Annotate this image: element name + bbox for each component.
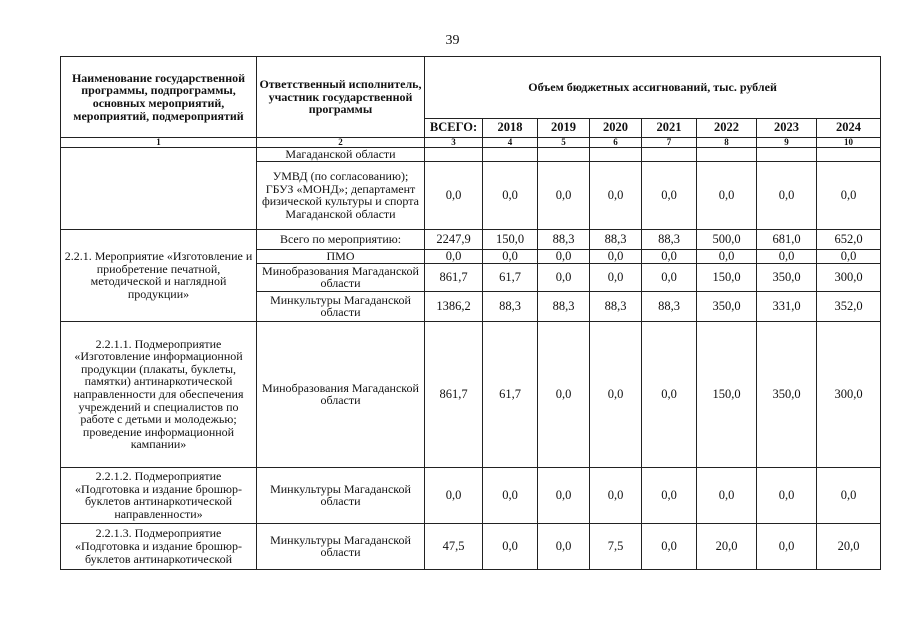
header-year: 2020 (590, 119, 642, 138)
value-cell: 0,0 (757, 523, 817, 569)
column-number: 4 (483, 138, 538, 148)
value-cell: 500,0 (697, 229, 757, 249)
value-cell: 2247,9 (425, 229, 483, 249)
value-cell: 352,0 (817, 291, 881, 321)
value-cell: 150,0 (697, 321, 757, 467)
responsible-cell: Минобразования Магаданской области (257, 263, 425, 291)
responsible-cell: ПМО (257, 249, 425, 263)
responsible-cell: Минкультуры Магаданской области (257, 523, 425, 569)
value-cell: 0,0 (642, 249, 697, 263)
header-year: 2018 (483, 119, 538, 138)
column-number: 7 (642, 138, 697, 148)
responsible-cell: Всего по мероприятию: (257, 229, 425, 249)
subevent-name-cell: 2.2.1.2. Подмероприятие «Подготовка и издание брошюр-буклетов антинаркотической направленности» (61, 467, 257, 523)
value-cell: 0,0 (817, 161, 881, 229)
value-cell: 0,0 (538, 321, 590, 467)
responsible-cell: Магаданской области (257, 148, 425, 162)
value-cell: 0,0 (757, 161, 817, 229)
value-cell: 300,0 (817, 263, 881, 291)
value-cell: 150,0 (697, 263, 757, 291)
header-year: 2019 (538, 119, 590, 138)
value-cell: 0,0 (817, 249, 881, 263)
value-cell: 300,0 (817, 321, 881, 467)
responsible-cell: Минобразования Магаданской области (257, 321, 425, 467)
value-cell: 150,0 (483, 229, 538, 249)
header-program-name: Наименование государственной программы, подпрограммы, основных мероприятий, мероприятий, подмероприятий (61, 57, 257, 138)
column-number: 3 (425, 138, 483, 148)
responsible-cell: УМВД (по согласованию); ГБУЗ «МОНД»; департамент физической культуры и спорта Магаданской области (257, 161, 425, 229)
value-cell: 0,0 (538, 161, 590, 229)
value-cell: 0,0 (425, 161, 483, 229)
value-cell: 0,0 (425, 249, 483, 263)
column-number: 8 (697, 138, 757, 148)
value-cell: 0,0 (590, 263, 642, 291)
value-cell: 0,0 (538, 249, 590, 263)
value-cell: 0,0 (757, 249, 817, 263)
value-cell: 47,5 (425, 523, 483, 569)
value-cell: 0,0 (590, 321, 642, 467)
event-name-cell: 2.2.1. Мероприятие «Изготовление и приобретение печатной, методической и наглядной продукции» (61, 229, 257, 321)
value-cell: 861,7 (425, 321, 483, 467)
value-cell: 0,0 (483, 161, 538, 229)
value-cell: 0,0 (697, 467, 757, 523)
value-cell: 88,3 (642, 291, 697, 321)
value-cell: 88,3 (590, 291, 642, 321)
header-year: 2021 (642, 119, 697, 138)
column-number: 1 (61, 138, 257, 148)
value-cell: 0,0 (697, 249, 757, 263)
value-cell: 350,0 (757, 321, 817, 467)
value-cell: 350,0 (757, 263, 817, 291)
value-cell: 0,0 (538, 467, 590, 523)
value-cell: 61,7 (483, 321, 538, 467)
value-cell: 0,0 (642, 321, 697, 467)
header-year: 2024 (817, 119, 881, 138)
value-cell: 0,0 (538, 523, 590, 569)
page-number: 39 (445, 33, 460, 48)
value-cell: 88,3 (483, 291, 538, 321)
value-cell: 88,3 (590, 229, 642, 249)
responsible-cell: Минкультуры Магаданской области (257, 467, 425, 523)
column-number: 10 (817, 138, 881, 148)
value-cell: 88,3 (642, 229, 697, 249)
value-cell: 0,0 (590, 161, 642, 229)
header-year: 2023 (757, 119, 817, 138)
value-cell: 20,0 (697, 523, 757, 569)
value-cell: 0,0 (538, 263, 590, 291)
value-cell: 0,0 (642, 161, 697, 229)
value-cell: 0,0 (817, 467, 881, 523)
value-cell: 0,0 (590, 467, 642, 523)
header-budget: Объем бюджетных ассигнований, тыс. рублей (425, 57, 881, 119)
responsible-cell: Минкультуры Магаданской области (257, 291, 425, 321)
value-cell: 1386,2 (425, 291, 483, 321)
value-cell: 0,0 (642, 263, 697, 291)
header-year-total: ВСЕГО: (425, 119, 483, 138)
value-cell: 652,0 (817, 229, 881, 249)
value-cell: 350,0 (697, 291, 757, 321)
value-cell: 0,0 (483, 467, 538, 523)
value-cell: 0,0 (425, 467, 483, 523)
value-cell: 0,0 (483, 249, 538, 263)
value-cell: 331,0 (757, 291, 817, 321)
value-cell: 0,0 (642, 467, 697, 523)
column-number: 5 (538, 138, 590, 148)
value-cell: 0,0 (697, 161, 757, 229)
budget-table (60, 56, 881, 570)
value-cell: 61,7 (483, 263, 538, 291)
column-number: 9 (757, 138, 817, 148)
value-cell: 88,3 (538, 291, 590, 321)
column-number: 2 (257, 138, 425, 148)
value-cell: 0,0 (483, 523, 538, 569)
value-cell: 681,0 (757, 229, 817, 249)
value-cell: 861,7 (425, 263, 483, 291)
value-cell: 88,3 (538, 229, 590, 249)
value-cell: 0,0 (757, 467, 817, 523)
value-cell: 20,0 (817, 523, 881, 569)
value-cell: 0,0 (590, 249, 642, 263)
column-number: 6 (590, 138, 642, 148)
subevent-name-cell: 2.2.1.3. Подмероприятие «Подготовка и издание брошюр-буклетов антинаркотической (61, 523, 257, 569)
value-cell: 0,0 (642, 523, 697, 569)
header-responsible: Ответственный исполнитель, участник государственной программы (257, 57, 425, 138)
subevent-name-cell: 2.2.1.1. Подмероприятие «Изготовление информационной продукции (плакаты, буклеты, памятки) антинаркотической направленности для обеспечения учреждений и специалистов по работе с детьми и молодежью; проведение информационной кампании» (61, 321, 257, 467)
value-cell: 7,5 (590, 523, 642, 569)
name-cell-empty (61, 148, 257, 230)
header-year: 2022 (697, 119, 757, 138)
